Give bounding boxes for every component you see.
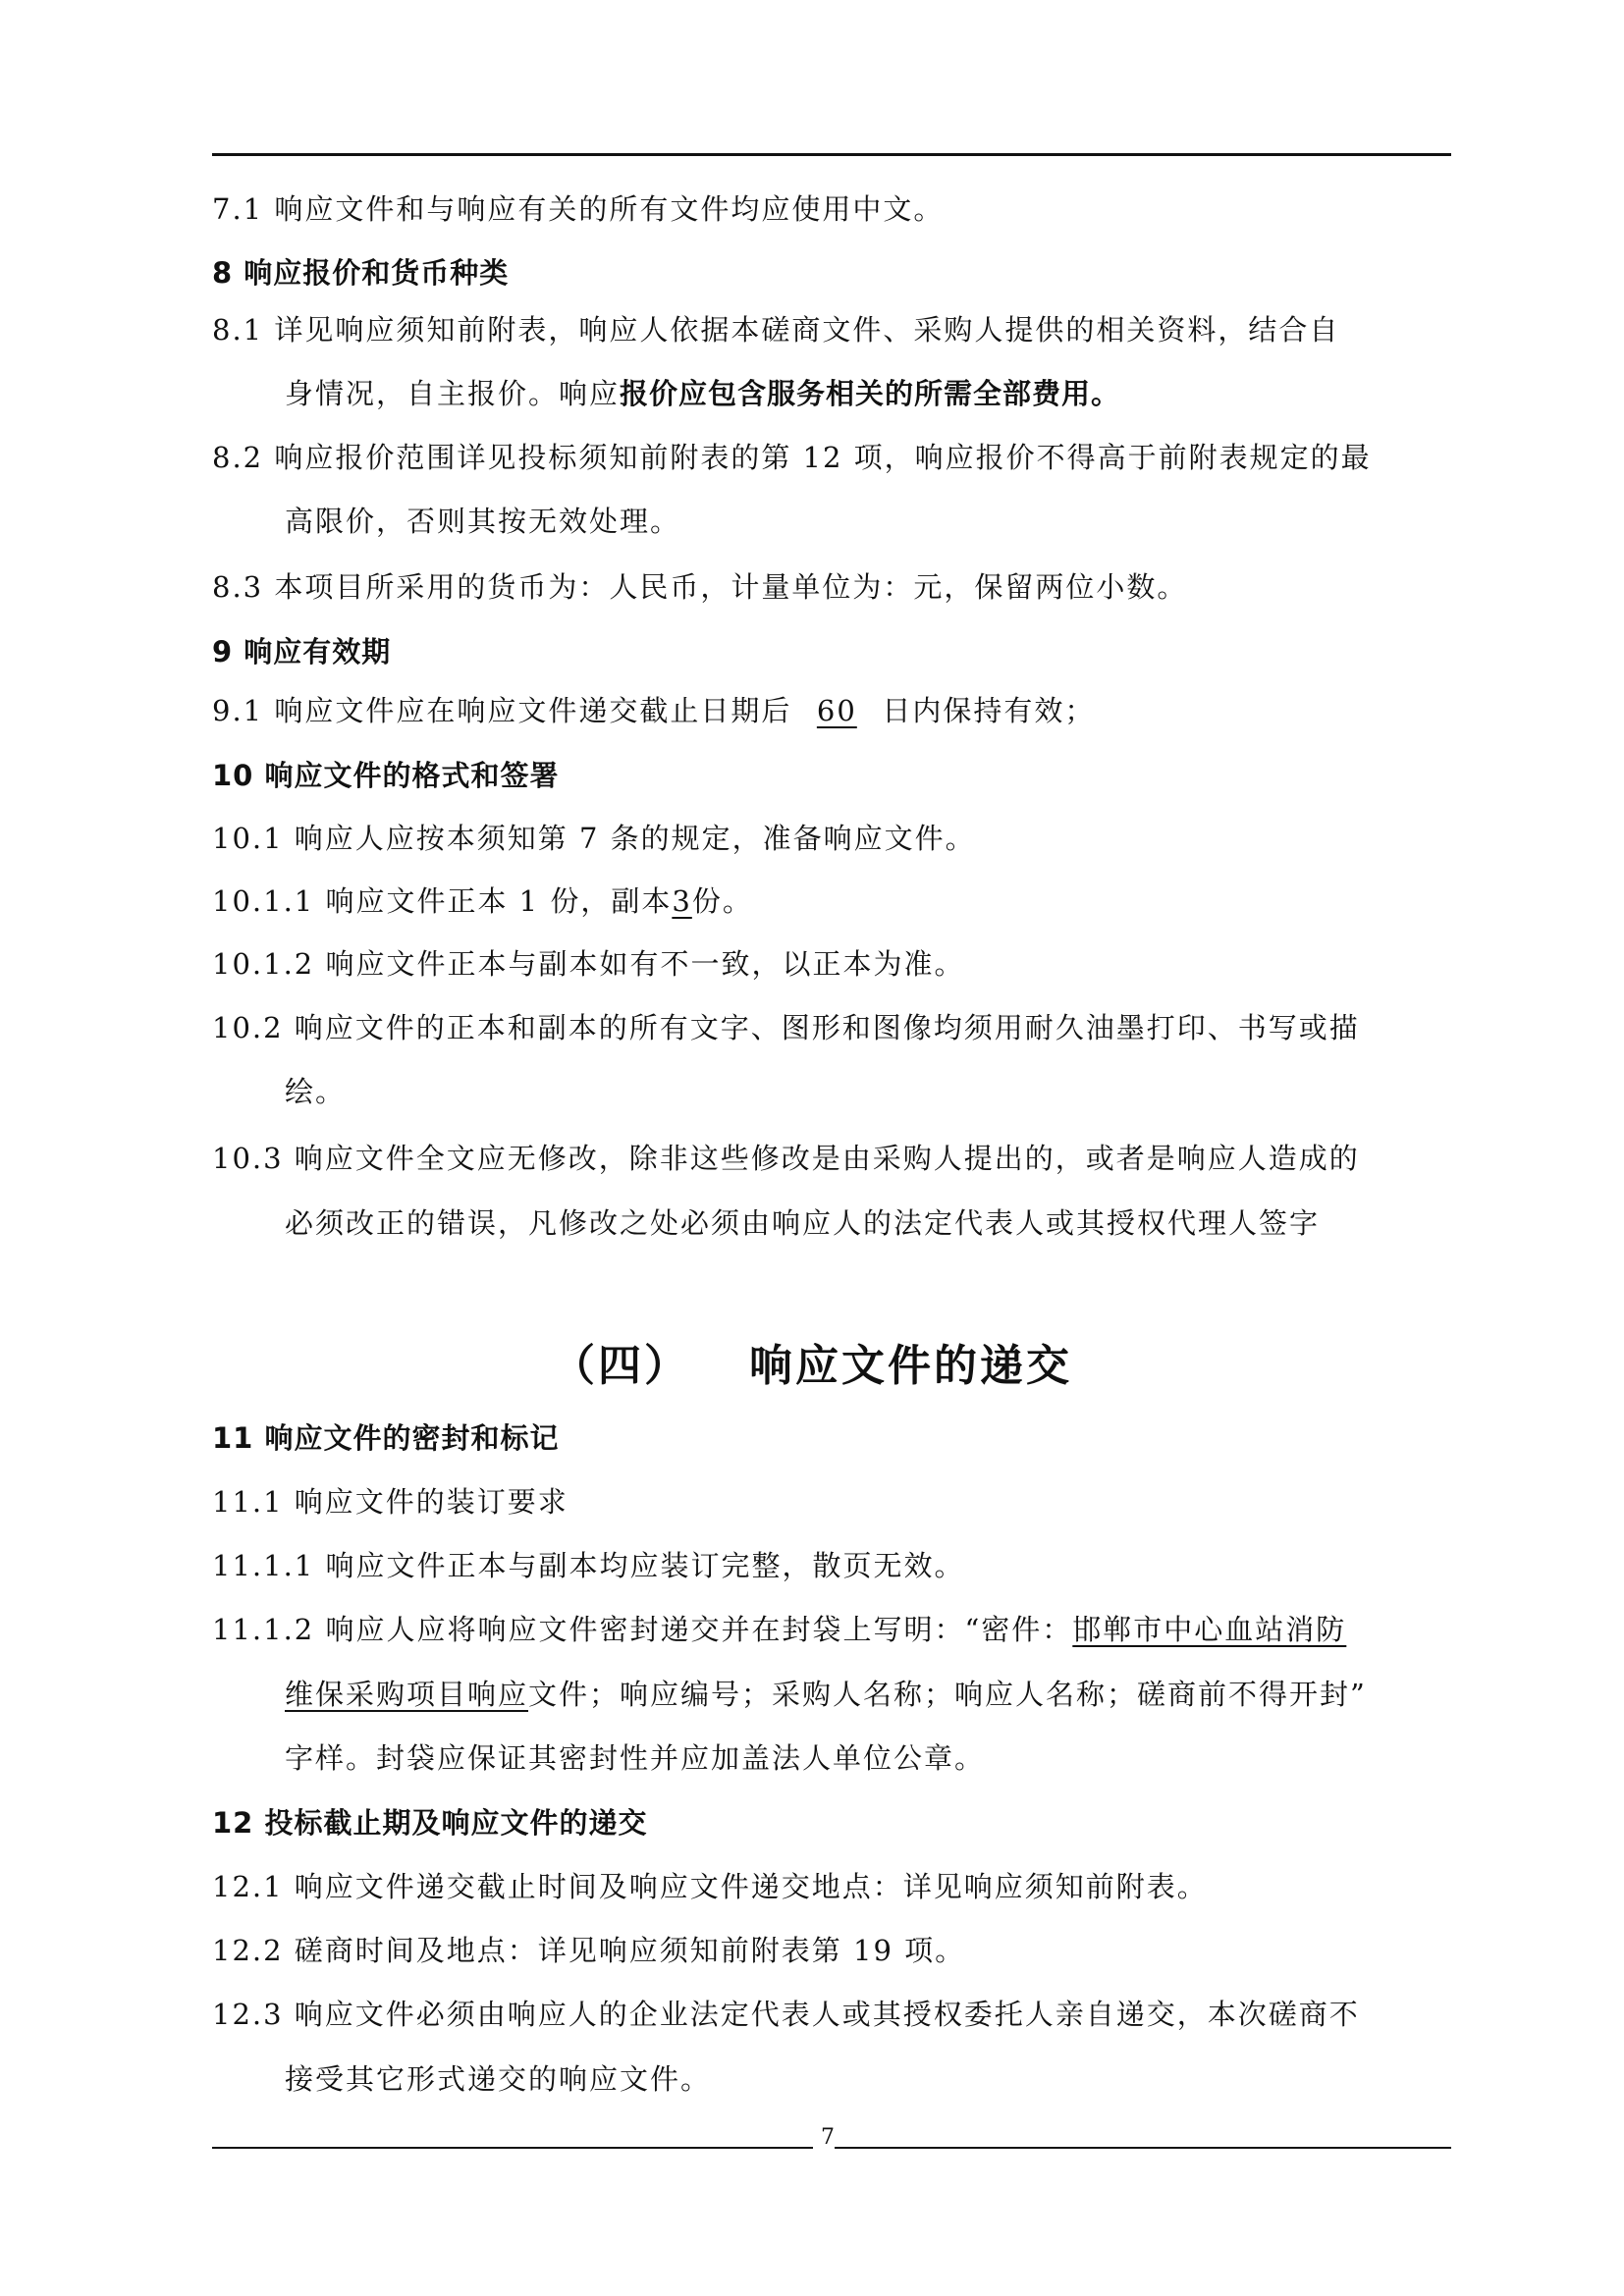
page-number: 7 [821,2125,835,2150]
clause-11-1-2-text: 11.1.2 响应人应将响应文件密封递交并在封袋上写明：“密件： [212,1613,1073,1646]
clause-9-1-tail: 日内保持有效； [882,694,1096,727]
heading-11: 11 响应文件的密封和标记 [212,1421,560,1455]
clause-11-1-1: 11.1.1 响应文件正本与副本均应装订完整，散页无效。 [212,1549,965,1582]
validity-days-blank: 60 [816,694,857,727]
clause-8-1-line1: 8.1 详见响应须知前附表，响应人依据本磋商文件、采购人提供的相关资料，结合自 [212,313,1340,347]
clause-10-1-1-tail: 份。 [691,884,753,918]
clause-10-1-2: 10.1.2 响应文件正本与副本如有不一致，以正本为准。 [212,947,965,981]
project-name-part1: 邯郸市中心血站消防 [1072,1613,1347,1646]
clause-9-1-text: 9.1 响应文件应在响应文件递交截止日期后 [212,694,792,727]
clause-12-2: 12.2 磋商时间及地点：详见响应须知前附表第 19 项。 [212,1934,966,1967]
project-name-part2: 维保采购项目响应 [285,1678,529,1711]
clause-11-1-2-line2 [285,1675,1367,1714]
clause-8-1-text: 身情况，自主报价。响应 [285,377,621,410]
clause-11-1: 11.1 响应文件的装订要求 [212,1485,568,1519]
clause-12-3-line2: 接受其它形式递交的响应文件。 [285,2062,712,2096]
clause-8-1-line2 [285,374,1120,413]
section-number: （四） [552,1341,690,1391]
footer-rule-left [212,2147,813,2149]
clause-11-1-2-line1 [212,1610,1346,1649]
header-rule [212,153,1451,156]
clause-11-1-2-tail: 文件；响应编号；采购人名称；响应人名称；磋商前不得开封” [528,1678,1367,1711]
clause-10-1: 10.1 响应人应按本须知第 7 条的规定，准备响应文件。 [212,822,976,855]
heading-8: 8 响应报价和货币种类 [212,256,510,290]
clause-10-3-line1: 10.3 响应文件全文应无修改，除非这些修改是由采购人提出的，或者是响应人造成的 [212,1142,1360,1175]
copies-count: 3 [672,884,692,918]
clause-8-1-bold-text: 报价应包含服务相关的所需全部费用。 [620,377,1121,410]
clause-10-1-1-text: 10.1.1 响应文件正本 1 份，副本 [212,884,673,918]
heading-12: 12 投标截止期及响应文件的递交 [212,1806,648,1840]
clause-10-1-1 [212,881,753,921]
clause-8-2-line1: 8.2 响应报价范围详见投标须知前附表的第 12 项，响应报价不得高于前附表规定的最 [212,441,1372,474]
clause-10-2-line1: 10.2 响应文件的正本和副本的所有文字、图形和图像均须用耐久油墨打印、书写或描 [212,1011,1360,1044]
clause-11-1-2-line3: 字样。封袋应保证其密封性并应加盖法人单位公章。 [285,1741,986,1775]
clause-7-1: 7.1 响应文件和与响应有关的所有文件均应使用中文。 [212,192,945,226]
clause-12-3-line1: 12.3 响应文件必须由响应人的企业法定代表人或其授权委托人亲自递交，本次磋商不 [212,1998,1360,2031]
heading-9: 9 响应有效期 [212,635,392,668]
heading-10: 10 响应文件的格式和签署 [212,759,560,792]
clause-9-1 [212,691,1095,730]
clause-12-1: 12.1 响应文件递交截止时间及响应文件递交地点：详见响应须知前附表。 [212,1870,1208,1903]
section-title [0,1337,1624,1396]
clause-8-2-line2: 高限价，否则其按无效处理。 [285,505,681,538]
section-heading: 响应文件的递交 [749,1341,1072,1391]
clause-10-2-line2: 绘。 [285,1075,347,1108]
clause-10-3-line2: 必须改正的错误，凡修改之处必须由响应人的法定代表人或其授权代理人签字 [285,1206,1321,1240]
footer-rule-right [835,2147,1451,2149]
clause-8-3: 8.3 本项目所采用的货币为：人民币，计量单位为：元，保留两位小数。 [212,570,1188,604]
